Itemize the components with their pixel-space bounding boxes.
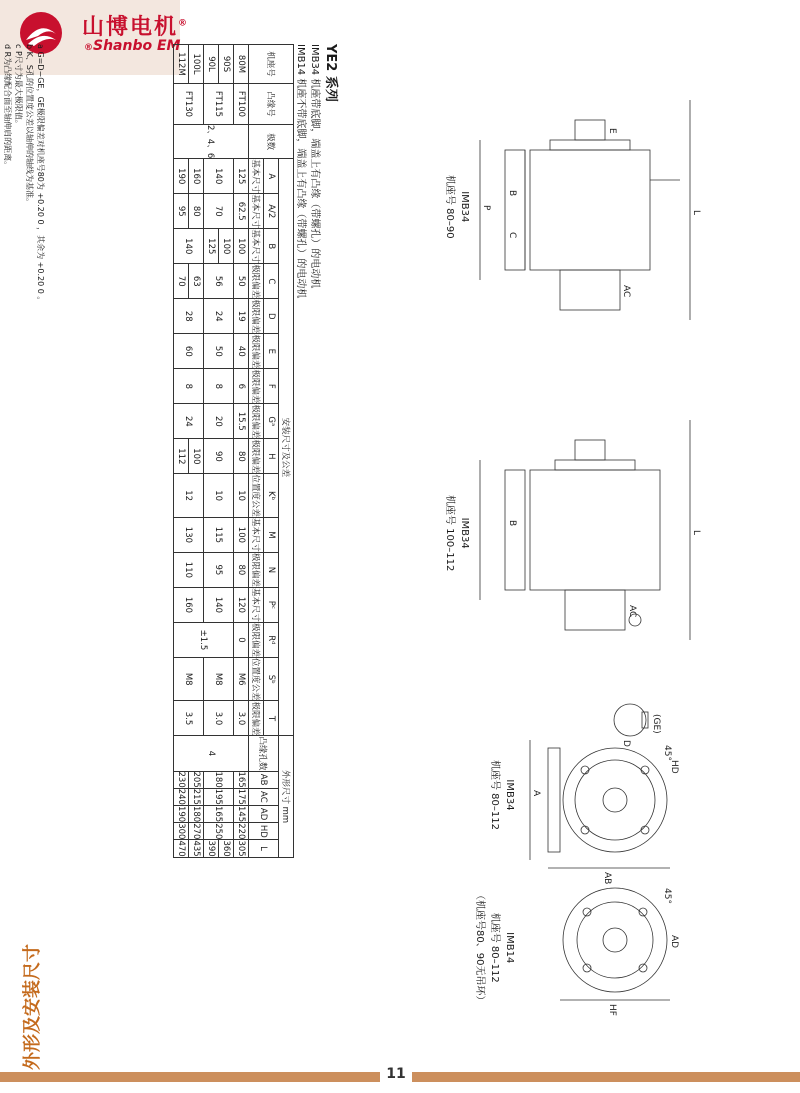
brand-name-en: ®Shanbo EM [84, 38, 181, 54]
cell-frame: 80M [234, 45, 249, 84]
cell-P: 160 [174, 587, 204, 622]
th-A2: A/2 [264, 194, 279, 229]
cell-A2: 95 [174, 194, 189, 229]
cell-AD: 145 [234, 805, 249, 822]
th-sub-tol: 极限偏差 [249, 439, 264, 474]
dim-AC-1: AC [621, 285, 631, 298]
cell-flange: FT100 [234, 84, 249, 125]
cell-AD: 190 [174, 805, 189, 822]
cell-D: 19 [234, 299, 249, 334]
th-holes: 凸缘孔数 [249, 736, 279, 771]
th-sub-pos: 位置度公差 [249, 657, 264, 701]
th-B: B [264, 229, 279, 264]
cell-AC: 215 [189, 788, 204, 805]
cell-A2: 80 [189, 194, 204, 229]
cell-M: 115 [204, 517, 234, 552]
th-HD: HD [249, 823, 279, 840]
cell-flange: FT115 [204, 84, 234, 125]
th-D: D [264, 299, 279, 334]
cell-T: 3.5 [174, 701, 204, 736]
cell-R-tol: ±1.5 [174, 622, 234, 657]
cell-B: 125 [204, 229, 219, 264]
footnote-b: b K、S孔的位置度公差以轴伸的轴线为基准。 [25, 44, 34, 206]
drawing-4-caption: IMB14 机座号 80–112 （机座号80、90无吊环） [474, 890, 515, 1006]
th-AD: AD [249, 805, 279, 822]
cell-HD: 300 [174, 823, 189, 840]
dim-D: D [621, 740, 631, 747]
dim-45deg-1: 45° [662, 745, 672, 761]
cell-H: 100 [189, 439, 204, 474]
th-sub-tol: 极限偏差 [249, 552, 264, 587]
cell-A: 190 [174, 159, 189, 194]
cell-T: 3.0 [234, 701, 249, 736]
cell-HD: 250 [204, 823, 234, 840]
cell-F: 6 [234, 369, 249, 404]
cell-L: 360 [219, 840, 234, 857]
cell-H: 90 [204, 439, 234, 474]
table-row [189, 45, 204, 858]
th-sub-basic: 基本尺寸 [249, 194, 264, 229]
dim-B-1: B [507, 190, 517, 197]
cell-AC: 195 [204, 788, 234, 805]
cell-AB: 180 [204, 771, 234, 788]
dim-GE: (GE) [651, 714, 661, 734]
th-P: Pᶜ [264, 587, 279, 622]
th-E: E [264, 334, 279, 369]
dim-HD-1: HD [669, 760, 679, 774]
cell-A: 160 [189, 159, 204, 194]
dim-L-1: L [691, 210, 701, 216]
cell-P: 120 [234, 587, 249, 622]
th-install-group: 安装尺寸及公差 [279, 159, 294, 736]
cell-H: 80 [234, 439, 249, 474]
cell-H: 112 [174, 439, 189, 474]
drawing-1-caption: IMB34 机座号 80–90 [444, 175, 470, 239]
cell-poles: 2、4、6 [174, 125, 249, 159]
cell-A2: 62.5 [234, 194, 249, 229]
cell-G: 24 [174, 404, 204, 439]
th-S: Sᵇ [264, 657, 279, 701]
page-number: 11 [386, 1066, 406, 1082]
drawing-2-caption: IMB34 机座号 100–112 [444, 495, 470, 572]
cell-AD: 165 [204, 805, 234, 822]
cell-K: 10 [234, 474, 249, 518]
th-H: H [264, 439, 279, 474]
cell-L: 435 [189, 840, 204, 857]
th-sub-basic: 基本尺寸 [249, 159, 264, 194]
series-title: YE2 系列 [323, 44, 338, 102]
footnote-d: d R为凸缘配合面至轴伸肩的距离。 [3, 44, 12, 170]
th-AB: AB [249, 771, 279, 788]
th-sub-tol: 极限偏差 [249, 334, 264, 369]
cell-N: 110 [174, 552, 204, 587]
cell-frame: 90L [204, 45, 219, 84]
dim-C-1: C [507, 232, 517, 239]
cell-C: 50 [234, 264, 249, 299]
cell-S: M8 [174, 657, 204, 701]
cell-AB: 230 [174, 771, 189, 788]
th-sub-tol: 极限偏差 [249, 701, 264, 736]
cell-frame: 112M [174, 45, 189, 84]
th-M: M [264, 517, 279, 552]
drawing-3-caption: IMB34 机座号 80–112 [489, 760, 515, 830]
cell-frame: 90S [219, 45, 234, 84]
cell-F: 8 [174, 369, 204, 404]
th-frame: 机座号 [249, 45, 294, 84]
th-sub-basic: 基本尺寸 [249, 517, 264, 552]
cell-C: 63 [189, 264, 204, 299]
cell-C: 70 [174, 264, 189, 299]
cell-frame: 100L [189, 45, 204, 84]
cell-AC: 175 [234, 788, 249, 805]
dim-L-2: L [691, 530, 701, 536]
th-sub-tol: 极限偏差 [249, 369, 264, 404]
cell-flange: FT130 [174, 84, 204, 125]
cell-G: 20 [204, 404, 234, 439]
th-sub-tol: 极限偏差 [249, 299, 264, 334]
cell-AB: 205 [189, 771, 204, 788]
th-sub-basic: 基本尺寸 [249, 587, 264, 622]
th-N: N [264, 552, 279, 587]
th-sub-basic: 基本尺寸 [249, 229, 264, 264]
dim-AD: AD [669, 935, 679, 949]
cell-holes: 4 [174, 736, 249, 771]
cell-L: 305 [234, 840, 249, 857]
cell-E: 40 [234, 334, 249, 369]
th-sub-tol: 极限偏差 [249, 622, 264, 657]
cell-A: 125 [234, 159, 249, 194]
table-row [234, 45, 249, 858]
cell-G: 15.5 [234, 404, 249, 439]
th-G: Gᵃ [264, 404, 279, 439]
dim-AB: AB [602, 872, 612, 885]
cell-K: 10 [204, 474, 234, 518]
series-line-1: IMB34 机座带底脚，端盖上有凸缘（带螺孔）的电动机 [309, 44, 320, 289]
cell-AB: 165 [234, 771, 249, 788]
dim-A: A [531, 790, 541, 797]
cell-HD: 220 [234, 823, 249, 840]
footnote-a: a G=D−GE，GE极限偏差对机座号80为 +0.20 0 ，其余为 +0.20 0 。 [36, 44, 45, 305]
footnotes [2, 44, 46, 304]
dim-AC-2: AC [627, 605, 637, 618]
cell-E: 50 [204, 334, 234, 369]
th-R: Rᵈ [264, 622, 279, 657]
dim-P-1: P [481, 205, 491, 211]
cell-M: 130 [174, 517, 204, 552]
cell-D: 28 [174, 299, 204, 334]
cell-S: M6 [234, 657, 249, 701]
cell-E: 60 [174, 334, 204, 369]
cell-L: 470 [174, 840, 189, 857]
cell-B: 100 [219, 229, 234, 264]
drawings-area [340, 0, 800, 1093]
cell-A2: 70 [204, 194, 234, 229]
cell-AC: 240 [174, 788, 189, 805]
th-L: L [249, 840, 279, 857]
cell-B: 100 [234, 229, 249, 264]
section-title: 外形及安装尺寸 [22, 944, 43, 1070]
spec-table [173, 44, 294, 858]
th-C: C [264, 264, 279, 299]
dim-B-2: B [507, 520, 517, 527]
series-line-2: IMB14 机座不带底脚，端盖上有凸缘（带螺孔）的电动机 [295, 44, 306, 299]
cell-F: 8 [204, 369, 234, 404]
dim-45deg-2: 45° [662, 888, 672, 904]
th-sub-pos: 位置度公差 [249, 474, 264, 518]
th-T: T [264, 701, 279, 736]
th-sub-tol: 极限偏差 [249, 264, 264, 299]
cell-A: 140 [204, 159, 234, 194]
th-AC: AC [249, 788, 279, 805]
cell-M: 100 [234, 517, 249, 552]
cell-T: 3.0 [204, 701, 234, 736]
cell-L: 390 [204, 840, 219, 857]
cell-K: 12 [174, 474, 204, 518]
cell-HD: 270 [189, 823, 204, 840]
table-row [219, 45, 234, 858]
cell-C: 56 [204, 264, 234, 299]
cell-D: 24 [204, 299, 234, 334]
th-A: A [264, 159, 279, 194]
cell-S: M8 [204, 657, 234, 701]
cell-P: 140 [204, 587, 234, 622]
cell-B: 140 [174, 229, 204, 264]
th-sub-tol: 极限偏差 [249, 404, 264, 439]
th-outline-group: 外形尺寸 mm [279, 736, 294, 857]
cell-AD: 180 [189, 805, 204, 822]
th-K: Kᵇ [264, 474, 279, 518]
th-flange: 凸缘号 [249, 84, 294, 125]
cell-R: 0 [234, 622, 249, 657]
th-F: F [264, 369, 279, 404]
cell-N: 95 [204, 552, 234, 587]
footnote-c: c P尺寸为最大极限值。 [14, 44, 23, 128]
dim-E-1: E [607, 128, 617, 134]
th-poles: 极数 [249, 125, 294, 159]
dim-HF: HF [607, 1004, 617, 1016]
cell-N: 80 [234, 552, 249, 587]
brand-name-cn: 山博电机® [82, 15, 190, 40]
